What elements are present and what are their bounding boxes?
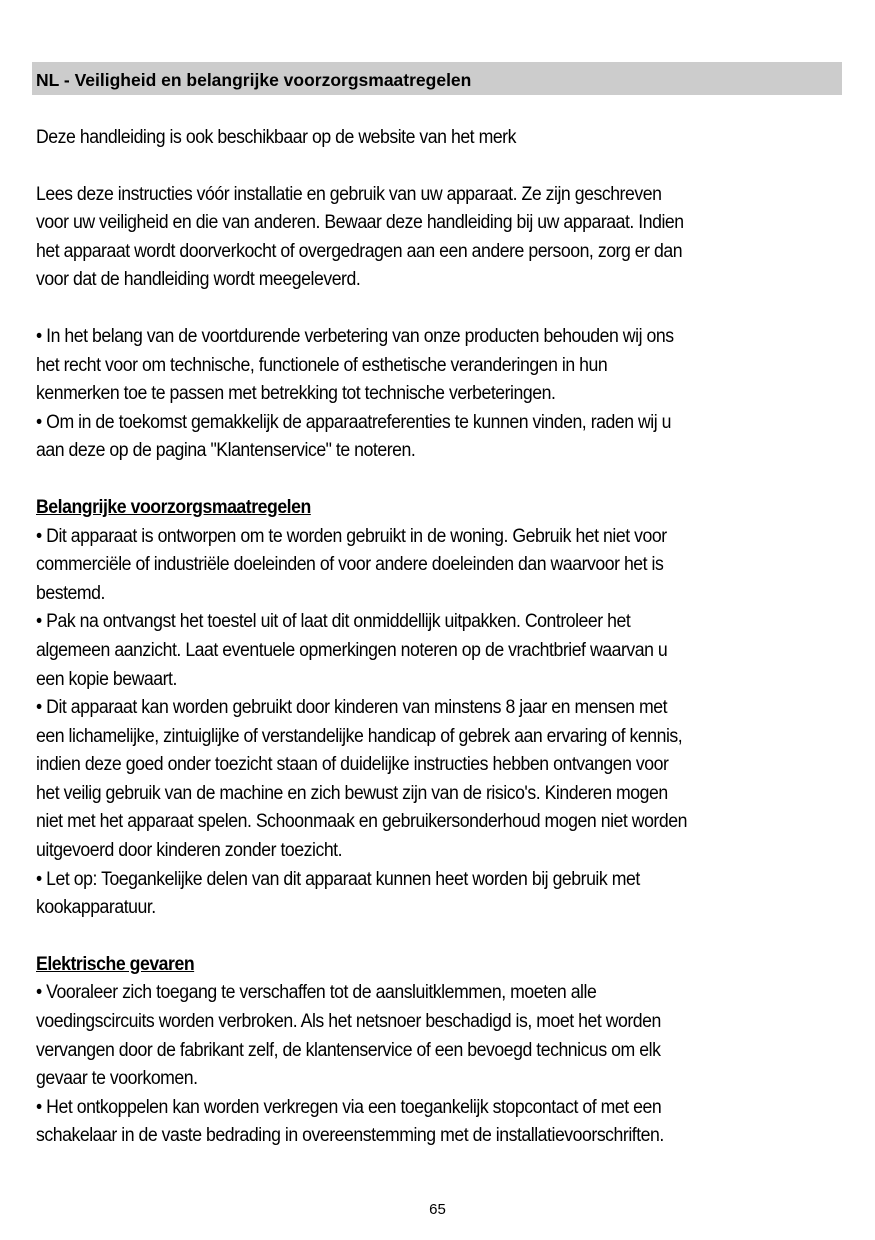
text-line: aan deze op de pagina "Klantenservice" te noteren. — [36, 440, 416, 462]
text-line: • Dit apparaat kan worden gebruikt door kinderen van minstens 8 jaar en mensen met — [36, 697, 668, 719]
text-line: bestemd. — [36, 582, 105, 604]
text-line: een kopie bewaart. — [36, 668, 177, 690]
text-line: het apparaat wordt doorverkocht of overgedragen aan een andere persoon, zorg er dan — [36, 240, 683, 262]
text-line: uitgevoerd door kinderen zonder toezicht. — [36, 840, 343, 862]
electrical-section — [36, 951, 794, 1151]
text-line: voedingscircuits worden verbroken. Als het netsnoer beschadigd is, moet het worden — [36, 1011, 661, 1033]
text-line: Lees deze instructies vóór installatie en gebruik van uw apparaat. Ze zijn geschreven — [36, 183, 662, 205]
text-line: • Let op: Toegankelijke delen van dit apparaat kunnen heet worden bij gebruik met — [36, 868, 640, 890]
section-title: NL - Veiligheid en belangrijke voorzorgsmaatregelen — [36, 70, 472, 90]
document-body — [36, 124, 794, 1151]
text-line: vervangen door de fabrikant zelf, de klantenservice of een bevoegd technicus om elk — [36, 1039, 661, 1061]
text-line: niet met het apparaat spelen. Schoonmaak en gebruikersonderhoud mogen niet worden — [36, 811, 687, 833]
text-line: • Om in de toekomst gemakkelijk de apparaatreferenties te kunnen vinden, raden wij u — [36, 411, 672, 433]
text-line: het recht voor om technische, functionele of esthetische veranderingen in hun — [36, 354, 608, 376]
text-line: kenmerken toe te passen met betrekking tot technische verbeteringen. — [36, 383, 556, 405]
text-line: een lichamelijke, zintuiglijke of verstandelijke handicap of gebrek aan ervaring of kennis, — [36, 725, 683, 747]
text-line: algemeen aanzicht. Laat eventuele opmerkingen noteren op de vrachtbrief waarvan u — [36, 639, 668, 661]
electrical-heading: Elektrische gevaren — [36, 953, 195, 975]
text-line: • Pak na ontvangst het toestel uit of laat dit onmiddellijk uitpakken. Controleer het — [36, 611, 631, 633]
text-line: • Het ontkoppelen kan worden verkregen via een toegankelijk stopcontact of met een — [36, 1096, 662, 1118]
text-line: gevaar te voorkomen. — [36, 1068, 198, 1090]
text-line: Deze handleiding is ook beschikbaar op de website van het merk — [36, 127, 516, 148]
precautions-heading: Belangrijke voorzorgsmaatregelen — [36, 496, 311, 518]
text-line: • Vooraleer zich toegang te verschaffen tot de aansluitklemmen, moeten alle — [36, 982, 597, 1004]
text-line: kookapparatuur. — [36, 897, 156, 919]
text-line: indien deze goed onder toezicht staan of duidelijke instructies hebben ontvangen voor — [36, 754, 669, 776]
text-line: • In het belang van de voortdurende verbetering van onze producten behouden wij ons — [36, 325, 674, 347]
text-line: het veilig gebruik van de machine en zich bewust zijn van de risico's. Kinderen mogen — [36, 782, 668, 804]
text-line: voor dat de handleiding wordt meegeleverd. — [36, 269, 361, 291]
text-line: schakelaar in de vaste bedrading in overeenstemming met de installatievoorschriften. — [36, 1125, 664, 1147]
text-line: commerciële of industriële doeleinden of voor andere doeleinden dan waarvoor het is — [36, 554, 664, 576]
website-note — [36, 124, 794, 153]
intro-paragraph — [36, 181, 794, 295]
text-line: • Dit apparaat is ontworpen om te worden gebruikt in de woning. Gebruik het niet voor — [36, 525, 667, 547]
text-line: voor uw veiligheid en die van anderen. Bewaar deze handleiding bij uw apparaat. Indien — [36, 212, 684, 234]
page-number: 65 — [429, 1201, 446, 1218]
intro-bullets — [36, 323, 794, 466]
section-header-bar — [32, 62, 842, 95]
precautions-section — [36, 494, 794, 923]
